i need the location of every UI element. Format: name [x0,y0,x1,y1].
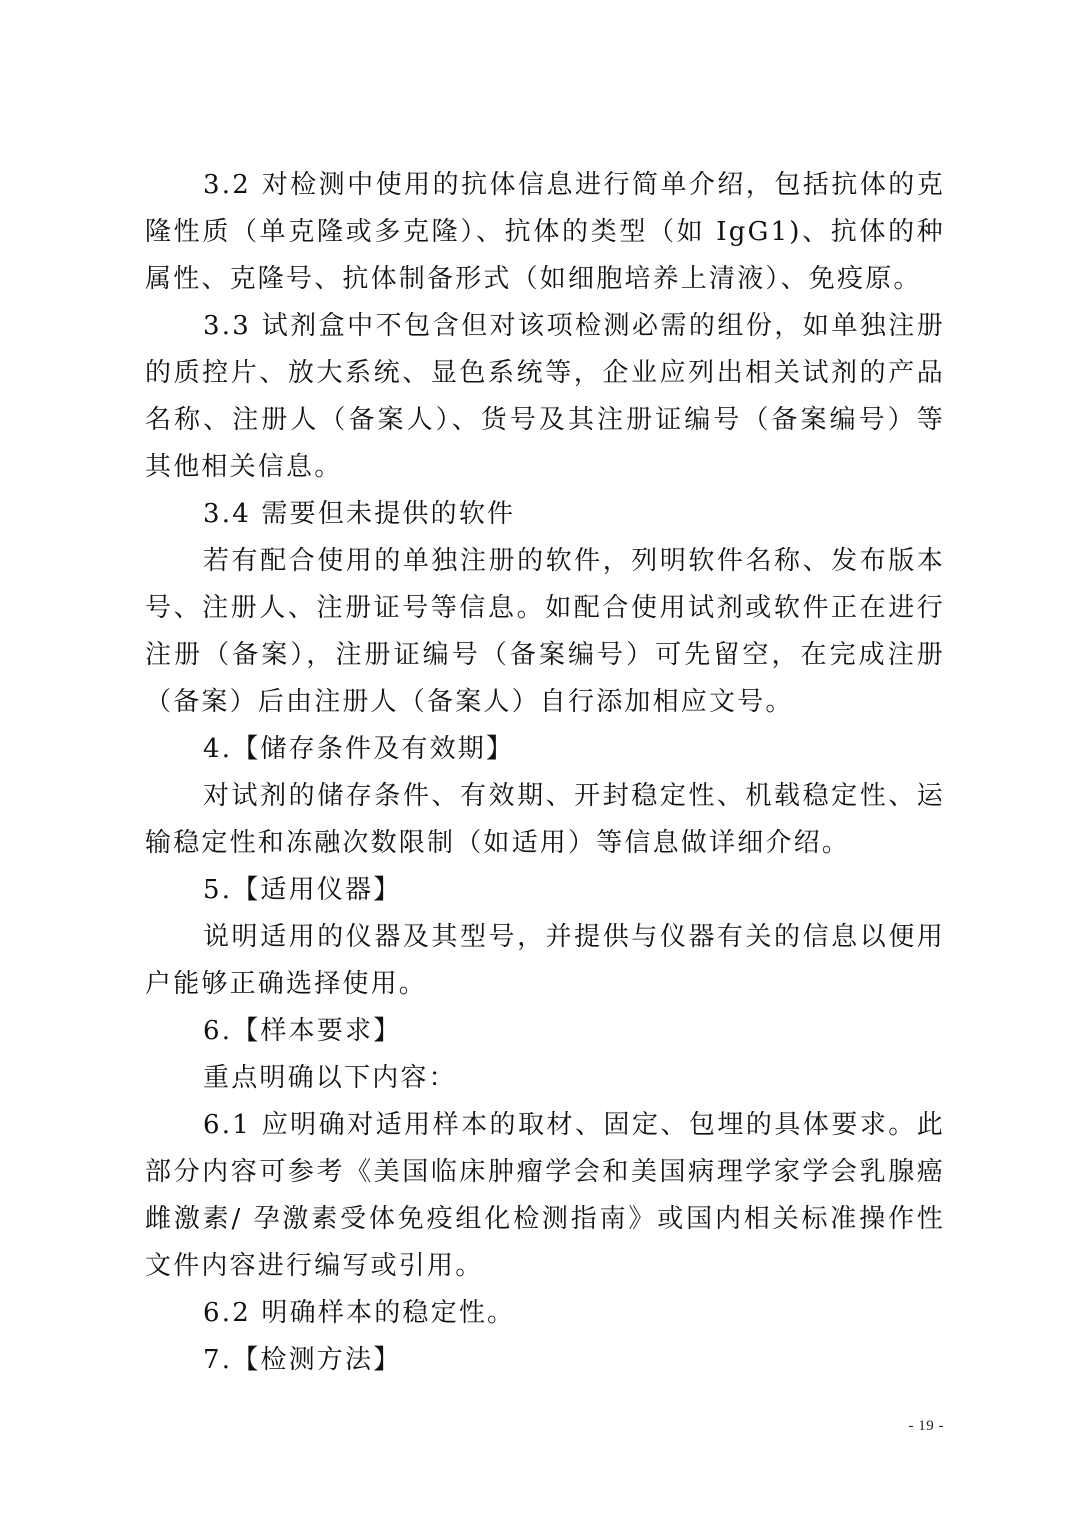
paragraph-3-2-antibody-info: 3.2 对检测中使用的抗体信息进行简单介绍，包括抗体的克隆性质（单克隆或多克隆）、抗体的类型（如 IgG1)、抗体的种属性、克隆号、抗体制备形式（如细胞培养上清液）、免疫原。 [145,170,945,294]
section-heading-test-method: 7.【检测方法】 [203,1345,402,1375]
section-heading-storage: 4.【储存条件及有效期】 [203,734,515,764]
section-heading-sample-requirements: 6.【样本要求】 [203,1016,402,1046]
section-heading-instruments: 5.【适用仪器】 [203,875,402,905]
paragraph-sample-intro: 重点明确以下内容： [203,1063,457,1093]
paragraph-software-info: 若有配合使用的单独注册的软件，列明软件名称、发布版本号、注册人、注册证号等信息。如配合使用试剂或软件正在进行注册（备案），注册证编号（备案编号）可先留空，在完成注册（备案）后由注册人（备案人）自行添加相应文号。 [145,546,945,717]
paragraph-6-2-sample-stability: 6.2 明确样本的稳定性。 [203,1298,516,1328]
paragraph-instruments-details: 说明适用的仪器及其型号，并提供与仪器有关的信息以便用户能够正确选择使用。 [145,922,945,999]
paragraph-storage-details: 对试剂的储存条件、有效期、开封稳定性、机载稳定性、运输稳定性和冻融次数限制（如适用）等信息做详细介绍。 [145,781,945,858]
page-number: - 19 - [908,1418,944,1434]
document-body [145,162,945,1384]
paragraph-3-4-heading: 3.4 需要但未提供的软件 [203,499,516,529]
paragraph-3-3-components: 3.3 试剂盒中不包含但对该项检测必需的组份，如单独注册的质控片、放大系统、显色系统等，企业应列出相关试剂的产品名称、注册人（备案人）、货号及其注册证编号（备案编号）等其他相关信息。 [145,311,945,482]
paragraph-6-1-sample-processing: 6.1 应明确对适用样本的取材、固定、包埋的具体要求。此部分内容可参考《美国临床肿瘤学会和美国病理学家学会乳腺癌雌激素/ 孕激素受体免疫组化检测指南》或国内相关标准操作性文件内容进行编写或引用。 [145,1110,945,1281]
